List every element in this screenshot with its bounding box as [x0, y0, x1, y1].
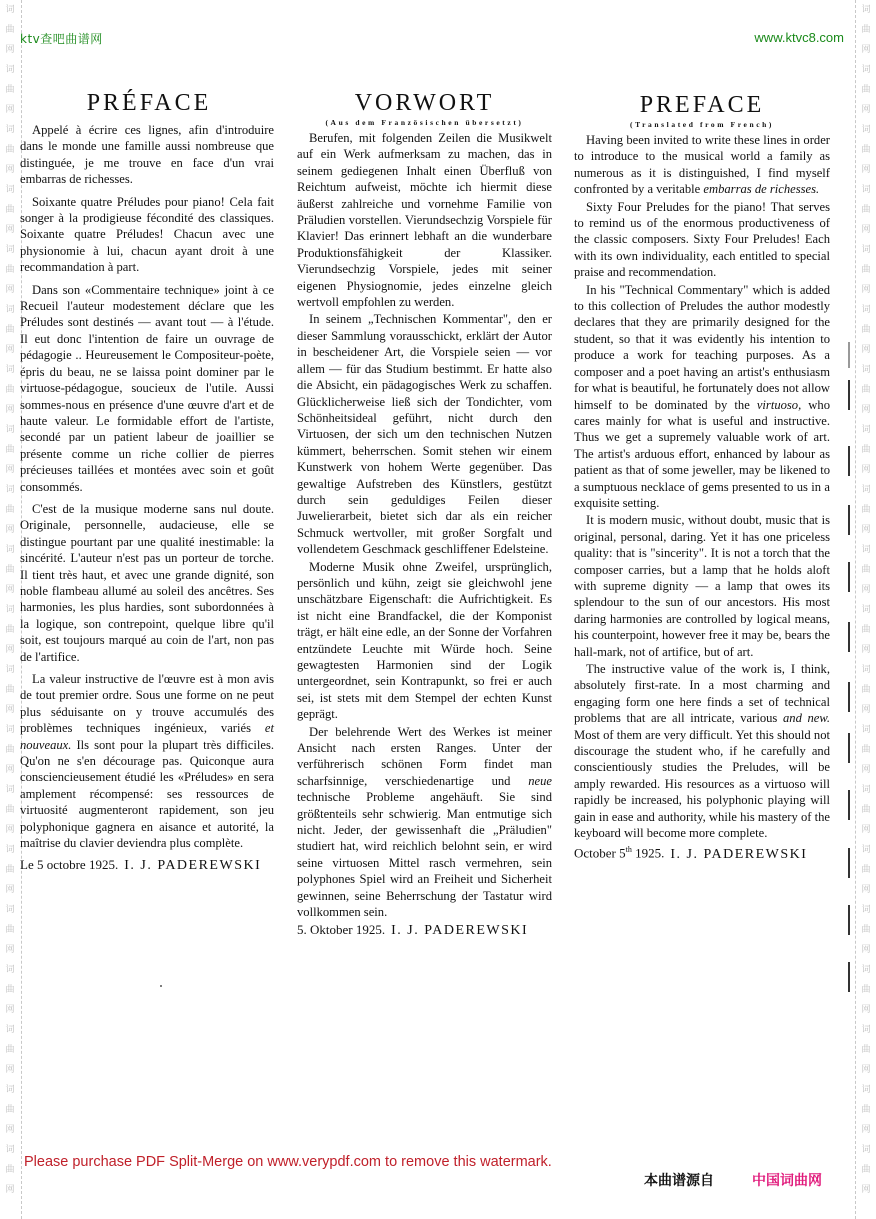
german-signature-line	[297, 922, 552, 939]
scan-artifact-bar	[848, 562, 850, 592]
margin-mark-glyph: 词	[861, 245, 871, 255]
german-subtitle: (Aus dem Französischen übersetzt)	[325, 118, 524, 127]
margin-mark-glyph: 词	[861, 1085, 871, 1095]
english-paragraph: Sixty Four Preludes for the piano! That serves to remind us of the enormous productiveness of the classic composers. Sixty Four Preludes! Each with its own individuality, each entitled to special praise and recommendation.	[574, 199, 830, 280]
margin-mark-glyph: 网	[861, 1125, 871, 1135]
margin-mark-glyph: 网	[861, 525, 871, 535]
margin-mark-glyph: 曲	[861, 445, 871, 455]
margin-mark-glyph: 词	[861, 125, 871, 135]
margin-mark-glyph: 网	[861, 165, 871, 175]
french-paragraph: Dans son «Commentaire technique» joint à ce Recueil l'auteur modestement déclare que les Préludes sont destinés — avant tout — à l'étude. Il eut donc l'intention de faire un ouvrage de pédagogie .. Heureusement le Compositeur-poète, épris du beau, ne se laissa point dominer par le virtuose-pédagogue, soucieux de l'utile. Aussi sommes-nous en présence d'une œuvre d'art et de haute valeur. Le formidable effort de l'artiste, secondé par un patient labeur de joaillier se présente comme un riche collier de pierres précieuses taillées et montées avec soin et goût consommés.	[20, 282, 274, 494]
italic-text: neue	[528, 773, 552, 788]
english-paragraph: It is modern music, without doubt, music that is original, personal, daring. Yet it has one priceless quality: that is "sincerity". It is not a torch that the composer carries, but a lamp that he holds aloft with supreme dignity — a lamp that owes its splendour to the sun of our ancestors. His most daring harmonies are controlled by logical means, his counterpoint, however free it may be, bears the hall-mark, not of artifice, but of art.	[574, 513, 830, 659]
french-paragraph	[20, 671, 274, 851]
margin-mark-glyph: 网	[5, 885, 15, 895]
french-paragraph: C'est de la musique moderne sans nul doute. Originale, personnelle, audacieuse, elle se distingue pourtant par une qualité inestimable: la sincérité. L'auteur n'est pas un porteur de torche. Il tient très haut, et avec une grande dignité, son noble flambeau allumé au soleil des ancêtres. Ses harmonies, les plus hardies, sont subordonnées à la logique, son contrepoint, quelque libre qu'il soit, est toujours marqué au coin de l'art, non pas de l'artifice.	[20, 501, 274, 664]
margin-mark-glyph: 词	[5, 725, 15, 735]
french-preface-column	[20, 88, 274, 881]
margin-mark-glyph: 曲	[861, 505, 871, 515]
margin-mark-glyph: 词	[5, 845, 15, 855]
margin-mark-glyph: 词	[861, 785, 871, 795]
italic-text: et nouveaux.	[20, 721, 274, 752]
margin-mark-glyph: 词	[5, 545, 15, 555]
margin-mark-glyph: 词	[5, 485, 15, 495]
english-date-year: 1925.	[631, 845, 665, 861]
margin-mark-glyph: 网	[5, 45, 15, 55]
margin-mark-glyph: 词	[5, 245, 15, 255]
margin-mark-glyph: 词	[861, 725, 871, 735]
margin-mark-glyph: 网	[5, 465, 15, 475]
text: Der belehrende Wert des Werkes ist meiner Ansicht nach ersten Ranges. Unter der verführerisch schönen Form findet man scharfsinnige, verschiedenartige und	[297, 724, 552, 788]
german-date: 5. Oktober 1925.	[297, 921, 386, 937]
french-signature-line	[20, 857, 274, 874]
margin-mark-glyph: 曲	[5, 385, 15, 395]
margin-mark-glyph: 网	[861, 765, 871, 775]
french-signature: I. J. PADEREWSKI	[124, 858, 262, 874]
margin-mark-glyph: 曲	[861, 1045, 871, 1055]
margin-mark-glyph: 网	[5, 645, 15, 655]
margin-mark-glyph: 曲	[861, 685, 871, 695]
margin-mark-glyph: 曲	[861, 1105, 871, 1115]
margin-mark-glyph: 网	[5, 285, 15, 295]
margin-mark-glyph: 词	[861, 605, 871, 615]
margin-mark-glyph: 曲	[861, 745, 871, 755]
italic-text: virtuoso,	[756, 397, 802, 412]
margin-mark-glyph: 网	[861, 645, 871, 655]
margin-mark-glyph: 曲	[5, 1165, 15, 1175]
source-label: 本曲谱源自	[644, 1173, 714, 1189]
margin-mark-glyph: 词	[5, 905, 15, 915]
margin-mark-glyph: 曲	[5, 685, 15, 695]
margin-mark-glyph: 词	[5, 425, 15, 435]
english-paragraph	[574, 132, 830, 198]
margin-mark-glyph: 曲	[5, 265, 15, 275]
margin-mark-glyph: 词	[5, 125, 15, 135]
margin-mark-glyph: 网	[861, 705, 871, 715]
margin-mark-glyph: 网	[861, 225, 871, 235]
margin-mark-glyph: 网	[5, 945, 15, 955]
text: La valeur instructive de l'œuvre est à mon avis de tout premier ordre. Sous une forme on ne peut plus séduisante on y trouve accumulés des problèmes techniques ingénieux, variés	[20, 672, 274, 736]
english-signature-line	[574, 842, 830, 863]
margin-mark-glyph: 网	[5, 165, 15, 175]
margin-mark-glyph: 网	[861, 885, 871, 895]
margin-mark-glyph: 曲	[861, 565, 871, 575]
margin-mark-glyph: 曲	[5, 865, 15, 875]
italic-text: embarras de richesses.	[703, 182, 820, 197]
margin-mark-glyph: 词	[5, 605, 15, 615]
margin-mark-glyph: 网	[5, 765, 15, 775]
scan-artifact-bar	[848, 622, 850, 652]
left-margin-watermark-marks	[0, 0, 20, 1200]
italic-text: and new.	[782, 711, 830, 726]
margin-mark-glyph: 词	[5, 5, 15, 15]
english-preface-column	[574, 88, 830, 864]
margin-mark-glyph: 词	[861, 485, 871, 495]
margin-mark-glyph: 词	[861, 65, 871, 75]
text: In his "Technical Commentary" which is added to this collection of Preludes the author modestly declares that they are primarily designed for the student, so that it was evidently his intention to produce a work for teaching purposes. As a composer and a poet having an artist's enthusiasm for what is beautiful, he fortunately does not allow himself to be dominated by the	[574, 282, 830, 412]
margin-mark-glyph: 网	[5, 405, 15, 415]
english-paragraph	[574, 282, 830, 512]
margin-mark-glyph: 曲	[5, 805, 15, 815]
english-title: PREFACE	[639, 92, 765, 118]
margin-mark-glyph: 曲	[861, 265, 871, 275]
scan-artifact-bar	[848, 962, 850, 992]
right-margin-watermark-marks	[856, 0, 876, 1200]
margin-mark-glyph: 词	[5, 1025, 15, 1035]
english-subtitle: (Translated from French)	[629, 120, 775, 129]
margin-mark-glyph: 曲	[5, 985, 15, 995]
margin-mark-glyph: 曲	[861, 625, 871, 635]
margin-mark-glyph: 词	[861, 845, 871, 855]
margin-mark-glyph: 网	[5, 345, 15, 355]
date-ordinal: th	[625, 845, 632, 855]
pdf-watermark-notice: Please purchase PDF Split-Merge on www.verypdf.com to remove this watermark.	[24, 1154, 552, 1170]
scan-artifact-bar	[848, 505, 850, 535]
margin-mark-glyph: 曲	[861, 385, 871, 395]
margin-mark-glyph: 曲	[5, 565, 15, 575]
margin-mark-glyph: 网	[5, 1125, 15, 1135]
margin-mark-glyph: 网	[5, 585, 15, 595]
text: technische Probleme angehäuft. Sie sind größtenteils sehr schwierig. Man entmutige sich nicht. Jeder, der gewissenhaft die „Präludien" studiert hat, wird reichlich belohnt sein, er wird seine virtuosen Mittel rasch vermehren, sein polyphones Spiel wird an Freiheit und Sicherheit gewinnen, seine Beherrschung der Tastatur wird vollkommen sein.	[297, 790, 552, 920]
margin-mark-glyph: 词	[861, 665, 871, 675]
margin-mark-glyph: 网	[861, 285, 871, 295]
margin-mark-glyph: 词	[5, 965, 15, 975]
margin-mark-glyph: 网	[5, 1005, 15, 1015]
german-paragraph: Berufen, mit folgenden Zeilen die Musikwelt auf ein Werk aufmerksam zu machen, das in seinem gediegenen Inhalt einen Überfluß von Reichtum aufweist, möchte ich hiermit diese äußerst zahlreiche und vornehme Familie von Präludien vorstellen. Vierundsechzig Vorspiele für Klavier! Das erinnert lebhaft an die wunderbare Produktionsfähigkeit der Klassiker. Vierundsechzig Vorspiele, jedes mit seiner eigenen Physiognomie, jedes einzelne gleich wertvoll empfohlen zu werden.	[297, 131, 552, 310]
margin-mark-glyph: 曲	[861, 325, 871, 335]
margin-mark-glyph: 曲	[861, 145, 871, 155]
margin-mark-glyph: 网	[5, 225, 15, 235]
text: who cares mainly for what is useful and instructive. Thus we get a supremely valuable work of art. The artist's arduous effort, enhanced by labour as patient as that of some jeweller, may be likened to a sumptuous necklace of gems presented to us in a exquisite setting.	[574, 397, 830, 510]
german-paragraph: Moderne Musik ohne Zweifel, ursprünglich, persönlich und kühn, zeigt sie gleichwohl jene unschätzbare Eigenschaft: die Aufrichtigkeit. Es ist nicht eine Brandfackel, die der Komponist trägt, er hält eine edle, an der Sonne der Vorfahren entzündete Leuchte mit Würde hoch. Seine gewagtesten Harmonien sind der Logik untergeordnet, sein Kontrapunkt, so frei er auch sei, ist stets mit dem Stempel der echten Kunst geprägt.	[297, 559, 552, 722]
source-site-name: 中国词曲网	[752, 1173, 822, 1189]
margin-mark-glyph: 曲	[5, 745, 15, 755]
header-site-url: www.ktvc8.com	[754, 30, 844, 45]
margin-mark-glyph: 曲	[861, 1165, 871, 1175]
scan-artifact-bar	[848, 380, 850, 410]
margin-mark-glyph: 词	[861, 305, 871, 315]
margin-mark-glyph: 网	[5, 825, 15, 835]
margin-mark-glyph: 曲	[5, 145, 15, 155]
margin-mark-glyph: 曲	[5, 625, 15, 635]
text: The instructive value of the work is, I think, absolutely first-rate. In a most charming and engaging form one here finds a set of technical problems that are all intricate, various	[574, 662, 830, 726]
margin-mark-glyph: 词	[861, 1145, 871, 1155]
margin-mark-glyph: 词	[861, 965, 871, 975]
margin-mark-glyph: 曲	[861, 205, 871, 215]
french-title: PRÉFACE	[86, 90, 212, 116]
margin-mark-glyph: 曲	[5, 25, 15, 35]
german-title: VORWORT	[354, 90, 495, 116]
margin-mark-glyph: 网	[5, 705, 15, 715]
margin-mark-glyph: 曲	[861, 985, 871, 995]
german-paragraph: In seinem „Technischen Kommentar", den er dieser Sammlung vorausschickt, erklärt der Autor in bescheidener Art, die Vorspiele seien — vor allem — für das Studium bestimmt. Er hatte also die Absicht, ein pädagogisches Werk zu schaffen. Glücklicherweise ließ sich der Tondichter, vom Schönheitsideal geführt, nicht durch den Virtuosen, der sich um den technischen Nutzen kümmert, beherrschen. Somit stehen wir einem Kunstwerk von hohem Werte gegenüber. Das gewaltige Aufstreben des Künstlers, gestützt durch sein geduldiges Feilen dieser Juwelierarbeit, bietet sich dar als ein reicher Schmuck wertvoller, mit großer Sorgfalt und vollendetem Geschmack geschliffener Edelsteine.	[297, 312, 552, 557]
scan-speck	[160, 985, 162, 987]
margin-mark-glyph: 网	[5, 1185, 15, 1195]
english-signature: I. J. PADEREWSKI	[670, 846, 808, 862]
margin-mark-glyph: 网	[861, 825, 871, 835]
margin-mark-glyph: 网	[861, 945, 871, 955]
header-site-name: ktv查吧曲谱网	[20, 32, 103, 46]
german-paragraph	[297, 724, 552, 921]
margin-mark-glyph: 网	[861, 465, 871, 475]
margin-mark-glyph: 曲	[861, 85, 871, 95]
margin-mark-glyph: 曲	[861, 865, 871, 875]
scan-artifact-bar	[848, 905, 850, 935]
text: Having been invited to write these lines in order to introduce to the musical world a family as numerous as it is distinguished, I find myself confronted by a veritable	[574, 133, 830, 197]
margin-mark-glyph: 曲	[861, 805, 871, 815]
margin-mark-glyph: 词	[861, 5, 871, 15]
margin-mark-glyph: 网	[861, 1065, 871, 1075]
margin-mark-glyph: 词	[861, 425, 871, 435]
margin-mark-glyph: 网	[861, 1185, 871, 1195]
scan-artifact-bar	[848, 342, 850, 368]
margin-mark-glyph: 词	[5, 1085, 15, 1095]
margin-mark-glyph: 网	[861, 345, 871, 355]
text: Ils sont pour la plupart très difficiles. Qu'on ne s'en décourage pas. Quiconque aura consciencieusement étudié les «Préludes» en sera amplement récompensé: ses ressources de virtuosité augmenteront rapidement, son jeu polyphonique gagnera en aisance et autorité, la maîtrise du clavier deviendra plus complète.	[20, 737, 274, 851]
margin-mark-glyph: 词	[5, 365, 15, 375]
scan-artifact-bar	[848, 733, 850, 763]
french-paragraph: Appelé à écrire ces lignes, afin d'introduire dans le monde une famille aussi nombreuse que distinguée, je me trouve en face d'un vrai embarras de richesses.	[20, 123, 274, 187]
margin-mark-glyph: 网	[5, 1065, 15, 1075]
margin-mark-glyph: 曲	[5, 925, 15, 935]
margin-mark-glyph: 网	[5, 525, 15, 535]
german-preface-column	[297, 88, 552, 940]
margin-mark-glyph: 曲	[5, 205, 15, 215]
margin-mark-glyph: 曲	[5, 325, 15, 335]
margin-mark-glyph: 曲	[5, 505, 15, 515]
margin-mark-glyph: 网	[861, 405, 871, 415]
margin-mark-glyph: 曲	[861, 925, 871, 935]
margin-mark-glyph: 曲	[5, 445, 15, 455]
scan-artifact-bar	[848, 682, 850, 712]
margin-mark-glyph: 曲	[5, 1045, 15, 1055]
german-signature: I. J. PADEREWSKI	[391, 922, 529, 938]
french-date: Le 5 octobre 1925.	[20, 857, 119, 873]
scan-artifact-bar	[848, 446, 850, 476]
text: Most of them are very difficult. Yet this should not discourage the student who, if he carefully and conscientiously studies the Preludes, will be amply rewarded. His resources as a virtuoso will rapidly be increased, his polyphonic playing will gain in ease and authority, while his mastery of the keyboard will become more complete.	[574, 727, 830, 841]
margin-mark-glyph: 网	[5, 105, 15, 115]
margin-mark-glyph: 词	[861, 1025, 871, 1035]
margin-mark-glyph: 词	[5, 785, 15, 795]
scan-artifact-bar	[848, 790, 850, 820]
margin-mark-glyph: 词	[5, 305, 15, 315]
margin-mark-glyph: 词	[5, 65, 15, 75]
margin-mark-glyph: 词	[861, 365, 871, 375]
french-paragraph: Soixante quatre Préludes pour piano! Cela fait songer à la prodigieuse fécondité des classiques. Soixante quatre Préludes! Chacun avec une physionomie à lui, chacun ayant droit à une recommandation à part.	[20, 194, 274, 275]
scan-artifact-bar	[848, 848, 850, 878]
margin-mark-glyph: 网	[861, 45, 871, 55]
margin-mark-glyph: 曲	[5, 85, 15, 95]
margin-mark-glyph: 词	[861, 905, 871, 915]
margin-mark-glyph: 网	[861, 1005, 871, 1015]
english-date: October 5	[574, 845, 626, 861]
margin-mark-glyph: 曲	[5, 1105, 15, 1115]
margin-mark-glyph: 词	[861, 545, 871, 555]
margin-mark-glyph: 词	[5, 665, 15, 675]
margin-mark-glyph: 网	[861, 585, 871, 595]
margin-mark-glyph: 词	[861, 185, 871, 195]
margin-mark-glyph: 网	[861, 105, 871, 115]
margin-mark-glyph: 词	[5, 185, 15, 195]
english-paragraph	[574, 661, 830, 841]
margin-mark-glyph: 曲	[861, 25, 871, 35]
margin-mark-glyph: 词	[5, 1145, 15, 1155]
